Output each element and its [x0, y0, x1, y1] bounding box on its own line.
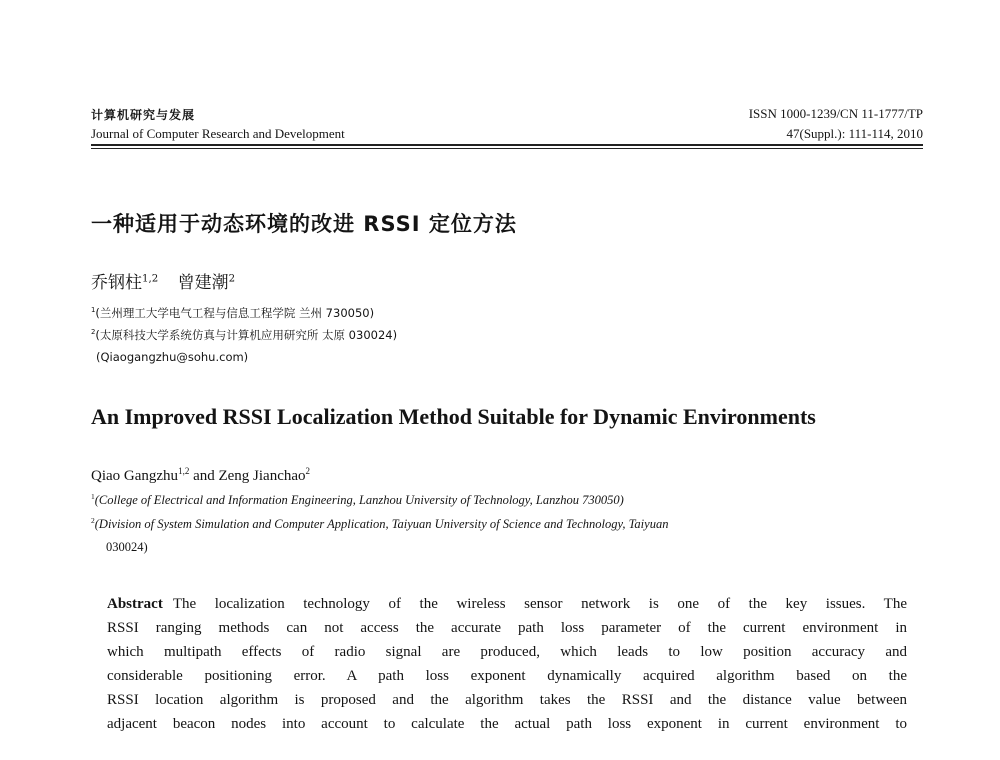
abstract-line-4: considerable positioning error. A path loss exponent dynamically acquired algorithm based on the: [107, 668, 907, 684]
header-rule-thick: [91, 144, 923, 146]
abstract-line-6: adjacent beacon nodes into account to calculate the actual path loss exponent in current environment to: [107, 716, 907, 732]
abstract-label: Abstract: [107, 596, 163, 612]
header-rule-thin: [91, 148, 923, 149]
affiliation-cn-1: $^1$(兰州理工大学电气工程与信息工程学院 兰州 730050): [91, 306, 375, 320]
abstract-line-2: RSSI ranging methods can not access the accurate path loss parameter of the current environment in: [107, 620, 907, 636]
abstract: [107, 592, 907, 736]
authors-cn: [91, 268, 235, 293]
volume-pages: 47(Suppl.): 111-114, 2010: [786, 126, 923, 141]
abstract-line-1: Abstract The localization technology of the wireless sensor network is one of the key issues. The: [107, 596, 907, 612]
affiliation-en-1: $^1$(College of Electrical and Information Engineering, Lanzhou University of Technology, Lanzhou 730050): [91, 492, 624, 508]
affiliation-en-2: $^2$(Division of System Simulation and Computer Application, Taiyuan University of Science and Technology, Taiyuan: [91, 516, 669, 532]
author-cn-1-sup: 1,2: [142, 273, 159, 285]
title-cn: 一种适用于动态环境的改进 RSSI 定位方法: [91, 212, 517, 236]
authors-en: Qiao Gangzhu$^{1,2}$ and Zeng Jianchao$^2$: [91, 466, 311, 484]
abstract-line-5: RSSI location algorithm is proposed and the algorithm takes the RSSI and the distance value between: [107, 692, 907, 708]
journal-name-en: Journal of Computer Research and Development: [91, 126, 345, 141]
affiliation-en-2-cont: 030024): [106, 540, 148, 554]
author-en-1: Qiao Gangzhu: [91, 468, 179, 484]
author-cn-2: 曾建潮: [177, 273, 229, 293]
journal-name-cn: 计算机研究与发展: [91, 108, 196, 122]
author-cn-1: 乔钢柱: [91, 273, 142, 293]
affiliation-cn-2: $^2$(太原科技大学系统仿真与计算机应用研究所 太原 030024): [91, 328, 398, 342]
abstract-line-3: which multipath effects of radio signal are produced, which leads to low position accuracy and: [107, 644, 907, 660]
author-en-2: Zeng Jianchao: [218, 468, 306, 484]
author-cn-2-sup: 2: [228, 273, 236, 285]
author-email: (Qiaogangzhu@sohu.com): [96, 350, 249, 364]
title-en: An Improved RSSI Localization Method Suitable for Dynamic Environments: [91, 404, 816, 429]
issn: ISSN 1000-1239/CN 11-1777/TP: [748, 106, 923, 121]
